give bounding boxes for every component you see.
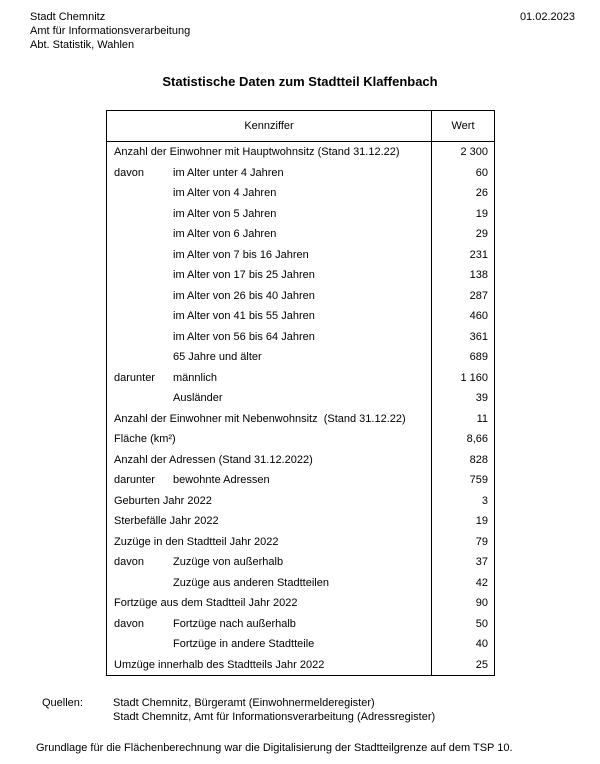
table-row [107, 429, 494, 450]
row-value: 138 [469, 269, 488, 282]
row-label: Umzüge innerhalb des Stadtteils Jahr 2022 [114, 658, 325, 671]
column-header-wert: Wert [451, 120, 475, 132]
row-kennziffer-cell [107, 593, 432, 614]
row-value: 42 [475, 576, 488, 589]
row-value: 79 [475, 535, 488, 548]
table-row [107, 306, 494, 327]
row-kennziffer-cell [107, 634, 432, 655]
row-kennziffer-cell [107, 388, 432, 409]
row-kennziffer-cell [107, 429, 432, 450]
source-line: Stadt Chemnitz, Bürgeramt (Einwohnermelderegister) [113, 697, 375, 709]
row-kennziffer-cell [107, 655, 432, 676]
table-row [107, 245, 494, 266]
row-value: 19 [475, 207, 488, 220]
row-value: 50 [475, 617, 488, 630]
row-label: Fortzüge aus dem Stadtteil Jahr 2022 [114, 597, 298, 610]
row-kennziffer-cell [107, 614, 432, 635]
table-row [107, 142, 494, 163]
table-row [107, 511, 494, 532]
row-label: Fortzüge in andere Stadtteile [173, 638, 315, 651]
table-row [107, 470, 494, 491]
row-value: 361 [469, 330, 488, 343]
table-row [107, 368, 494, 389]
row-value: 759 [469, 474, 488, 487]
source-line: Stadt Chemnitz, Amt für Informationsverarbeitung (Adressregister) [113, 711, 436, 723]
sources-list [113, 696, 435, 724]
table-row [107, 183, 494, 204]
row-value: 60 [475, 166, 488, 179]
row-value: 11 [476, 412, 488, 425]
row-prefix: davon [114, 166, 144, 179]
table-row [107, 286, 494, 307]
row-value: 19 [475, 515, 488, 528]
row-prefix: darunter [114, 474, 155, 487]
sources-label: Quellen: [42, 697, 83, 709]
row-value: 231 [469, 248, 488, 261]
table-row [107, 450, 494, 471]
table-row [107, 614, 494, 635]
row-value: 3 [481, 494, 488, 507]
row-label: Zuzüge aus anderen Stadtteilen [173, 576, 329, 589]
row-kennziffer-cell [107, 491, 432, 512]
row-kennziffer-cell [107, 224, 432, 245]
row-value: 689 [469, 351, 488, 364]
row-kennziffer-cell [107, 409, 432, 430]
row-kennziffer-cell [107, 265, 432, 286]
table-row [107, 409, 494, 430]
row-value: 1 160 [460, 371, 488, 384]
row-value: 287 [469, 289, 488, 302]
row-label: Anzahl der Einwohner mit Nebenwohnsitz (Stand 31.12.22) [114, 412, 406, 425]
table-row [107, 634, 494, 655]
table-body [107, 142, 494, 675]
row-label: im Alter von 7 bis 16 Jahren [173, 248, 309, 261]
table-row [107, 532, 494, 553]
row-value: 26 [475, 187, 488, 200]
letterhead-line-2: Amt für Informationsverarbeitung [30, 25, 191, 37]
row-kennziffer-cell [107, 532, 432, 553]
table-row [107, 265, 494, 286]
table-row [107, 593, 494, 614]
row-label: im Alter unter 4 Jahren [173, 166, 284, 179]
row-kennziffer-cell [107, 470, 432, 491]
row-kennziffer-cell [107, 327, 432, 348]
row-value: 25 [475, 658, 488, 671]
row-kennziffer-cell [107, 450, 432, 471]
row-label: Anzahl der Adressen (Stand 31.12.2022) [114, 453, 313, 466]
row-kennziffer-cell [107, 183, 432, 204]
row-kennziffer-cell [107, 245, 432, 266]
row-label: Fläche (km²) [114, 433, 176, 446]
row-value: 90 [475, 597, 488, 610]
table-row [107, 491, 494, 512]
row-label: im Alter von 6 Jahren [173, 228, 277, 241]
row-kennziffer-cell [107, 306, 432, 327]
row-label: Sterbefälle Jahr 2022 [114, 515, 219, 528]
document-date: 01.02.2023 [519, 11, 575, 23]
row-label: im Alter von 41 bis 55 Jahren [173, 310, 315, 323]
footnote: Grundlage für die Flächenberechnung war die Digitalisierung der Stadtteilgrenze auf dem TSP 10. [36, 742, 513, 754]
row-value: 8,66 [466, 433, 488, 446]
row-kennziffer-cell [107, 368, 432, 389]
table-row [107, 552, 494, 573]
row-value: 37 [475, 556, 488, 569]
row-label: im Alter von 4 Jahren [173, 187, 277, 200]
table-row [107, 388, 494, 409]
row-prefix: davon [114, 556, 144, 569]
table-row [107, 347, 494, 368]
table-row [107, 573, 494, 594]
statistics-table [106, 110, 495, 676]
row-kennziffer-cell [107, 347, 432, 368]
row-label: Zuzüge in den Stadtteil Jahr 2022 [114, 535, 279, 548]
row-label: Fortzüge nach außerhalb [173, 617, 296, 630]
row-value: 29 [475, 228, 488, 241]
letterhead-line-3: Abt. Statistik, Wahlen [30, 39, 135, 51]
table-header-row [107, 111, 494, 142]
table-row [107, 224, 494, 245]
row-value: 2 300 [460, 146, 488, 159]
row-value: 828 [469, 453, 488, 466]
row-kennziffer-cell [107, 511, 432, 532]
row-kennziffer-cell [107, 142, 432, 163]
row-kennziffer-cell [107, 163, 432, 184]
row-label: männlich [173, 371, 218, 384]
row-label: im Alter von 26 bis 40 Jahren [173, 289, 315, 302]
row-kennziffer-cell [107, 286, 432, 307]
letterhead [30, 10, 190, 52]
column-header-kennziffer: Kennziffer [107, 111, 432, 141]
row-value: 460 [469, 310, 488, 323]
row-label: 65 Jahre und älter [173, 351, 262, 364]
row-kennziffer-cell [107, 573, 432, 594]
row-label: Zuzüge von außerhalb [173, 556, 284, 569]
row-prefix: darunter [114, 371, 155, 384]
row-label: im Alter von 5 Jahren [173, 207, 277, 220]
table-row [107, 204, 494, 225]
row-label: im Alter von 17 bis 25 Jahren [173, 269, 315, 282]
page-title: Statistische Daten zum Stadtteil Klaffenbach [162, 74, 438, 89]
table-row [107, 163, 494, 184]
letterhead-line-1: Stadt Chemnitz [30, 11, 106, 23]
row-value: 39 [475, 392, 488, 405]
row-label: Geburten Jahr 2022 [114, 494, 212, 507]
table-row [107, 327, 494, 348]
row-kennziffer-cell [107, 552, 432, 573]
row-prefix: davon [114, 617, 144, 630]
row-kennziffer-cell [107, 204, 432, 225]
row-value: 40 [475, 638, 488, 651]
row-label: im Alter von 56 bis 64 Jahren [173, 330, 315, 343]
row-label: bewohnte Adressen [173, 474, 270, 487]
table-row [107, 655, 494, 676]
row-label: Anzahl der Einwohner mit Hauptwohnsitz (Stand 31.12.22) [114, 146, 400, 159]
row-label: Ausländer [173, 392, 223, 405]
